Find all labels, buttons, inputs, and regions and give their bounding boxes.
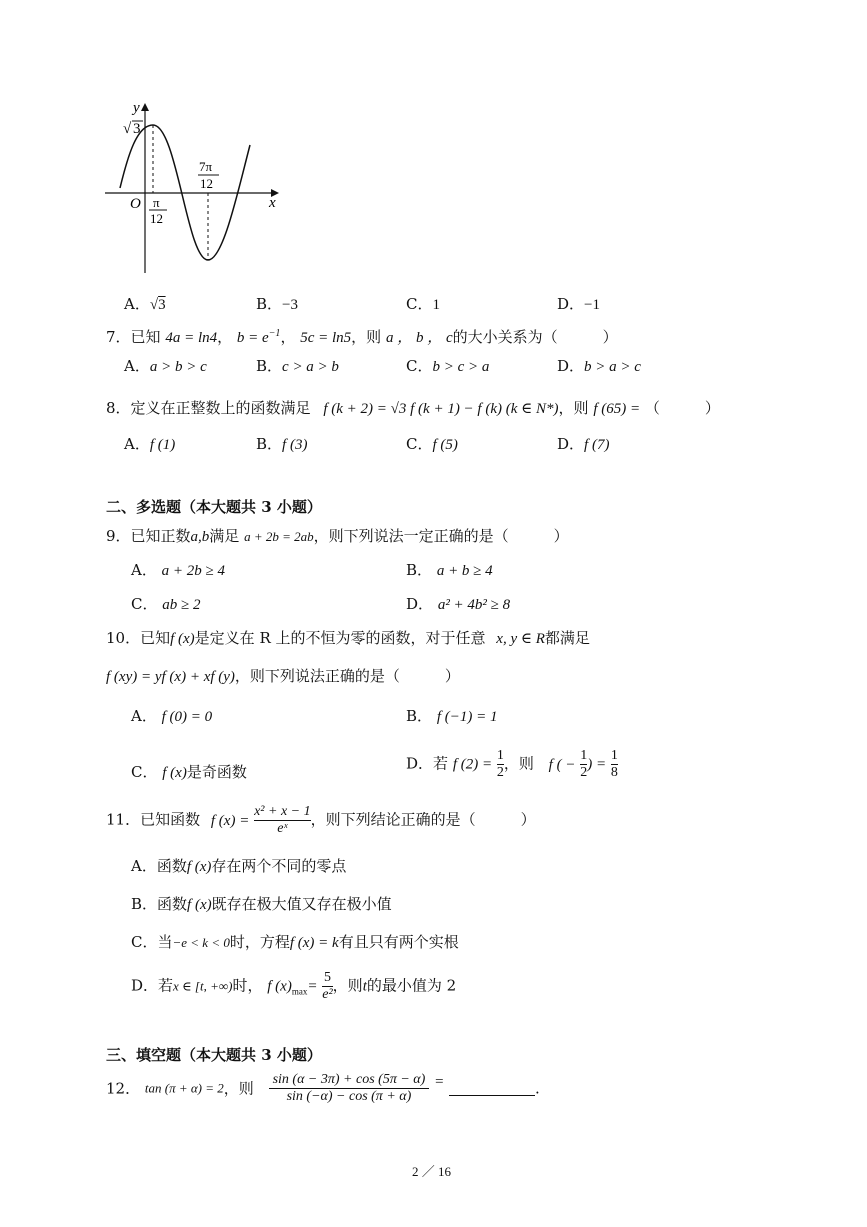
label-12b: 12 (200, 176, 213, 191)
q10-option-d: D．若 f (2) = $\frac{1}{2}$ ，则 f ( − $\frac{1}{2}$ ) = $\frac{1}{8}$ (406, 748, 618, 780)
q12-answer-blank[interactable] (449, 1081, 535, 1096)
q7-option-c: C．b > c > a (406, 357, 490, 375)
q10-option-c: C． f (x)是奇函数 (131, 763, 247, 781)
q8-option-c: C．f (5) (406, 435, 458, 453)
label-origin: O (130, 196, 141, 212)
q10-option-b: B． f (−1) = 1 (406, 707, 498, 725)
q7-stem: 7．已知 4a = ln4， $b = e^{-1}$， 5c = ln5，则 a ， b ， c的大小关系为（ ） (106, 328, 618, 346)
q8-stem: 8．定义在正整数上的函数满足 f (k + 2) = √3 f (k + 1) − f (k) (k ∈ N*)，则 f (65) = （ ） (106, 399, 720, 417)
q11-option-d: D．若x ∈ [t, +∞)时， f $(x)_{max}=$ $\frac{5}{\text{e²}}$ ，则t的最小值为 2 (131, 970, 457, 1002)
q9-option-b: B． a + b ≥ 4 (406, 561, 493, 579)
section-3-heading: 三、填空题（本大题共 3 小题） (106, 1046, 322, 1064)
q6-option-d: D．−1 (557, 295, 600, 313)
q10-stem-line1: 10．已知f (x)是定义在 R 上的不恒为零的函数，对于任意 x, y ∈ R都满足 (106, 629, 590, 647)
label-sqrt3: 3 (133, 121, 141, 137)
q11-option-b: B．函数f (x)既存在极大值又存在极小值 (131, 895, 392, 913)
label-x: x (269, 195, 276, 211)
label-y: y (133, 100, 140, 116)
q12-stem: 12． tan (π + α) = 2，则 $\frac{\sin (\alpha - 3\pi) + \cos (5\pi - \alpha)}{\sin (-\alpha) - \cos (\pi + \alpha)}$ = . (106, 1072, 540, 1104)
q6-option-a: A．√3 (124, 295, 166, 313)
label-7pi: 7π (199, 159, 213, 174)
page-number: 2 ／ 16 (412, 1164, 452, 1179)
y-axis-arrow-icon (141, 103, 149, 111)
label-12a: 12 (150, 211, 163, 226)
q9-stem: 9．已知正数a,b满足 a + 2b = 2ab，则下列说法一定正确的是（ ） (106, 527, 569, 545)
label-sqrt-sign: √ (123, 121, 132, 137)
q9-option-a: A． a + 2b ≥ 4 (131, 561, 225, 579)
q7-option-b: B．c > a > b (256, 357, 339, 375)
q6-option-c: C．1 (406, 295, 440, 313)
q10-option-a: A． f (0) = 0 (131, 707, 213, 725)
q7-option-a: A．a > b > c (124, 357, 207, 375)
q11-stem: 11．已知函数 f (x) = $\frac{\text{x² + x − 1}}{\text{eˣ}}$ ，则下列结论正确的是（ ） (106, 804, 536, 836)
q7-option-d: D．b > a > c (557, 357, 641, 375)
q6-option-b: B．−3 (256, 295, 298, 313)
label-pi: π (153, 195, 160, 210)
q8-option-d: D．f (7) (557, 435, 610, 453)
q8-option-b: B．f (3) (256, 435, 308, 453)
sine-graph (95, 95, 290, 280)
section-2-heading: 二、多选题（本大题共 3 小题） (106, 498, 322, 516)
q11-option-a: A．函数f (x)存在两个不同的零点 (131, 857, 347, 875)
q11-option-c: C．当−e < k < 0时，方程f (x) = k有且只有两个实根 (131, 933, 459, 951)
q9-option-c: C． ab ≥ 2 (131, 595, 201, 613)
q10-stem-line2: f (xy) = yf (x) + xf (y)，则下列说法正确的是（ ） (106, 667, 460, 685)
q9-option-d: D． a² + 4b² ≥ 8 (406, 595, 511, 613)
q8-option-a: A．f (1) (124, 435, 176, 453)
